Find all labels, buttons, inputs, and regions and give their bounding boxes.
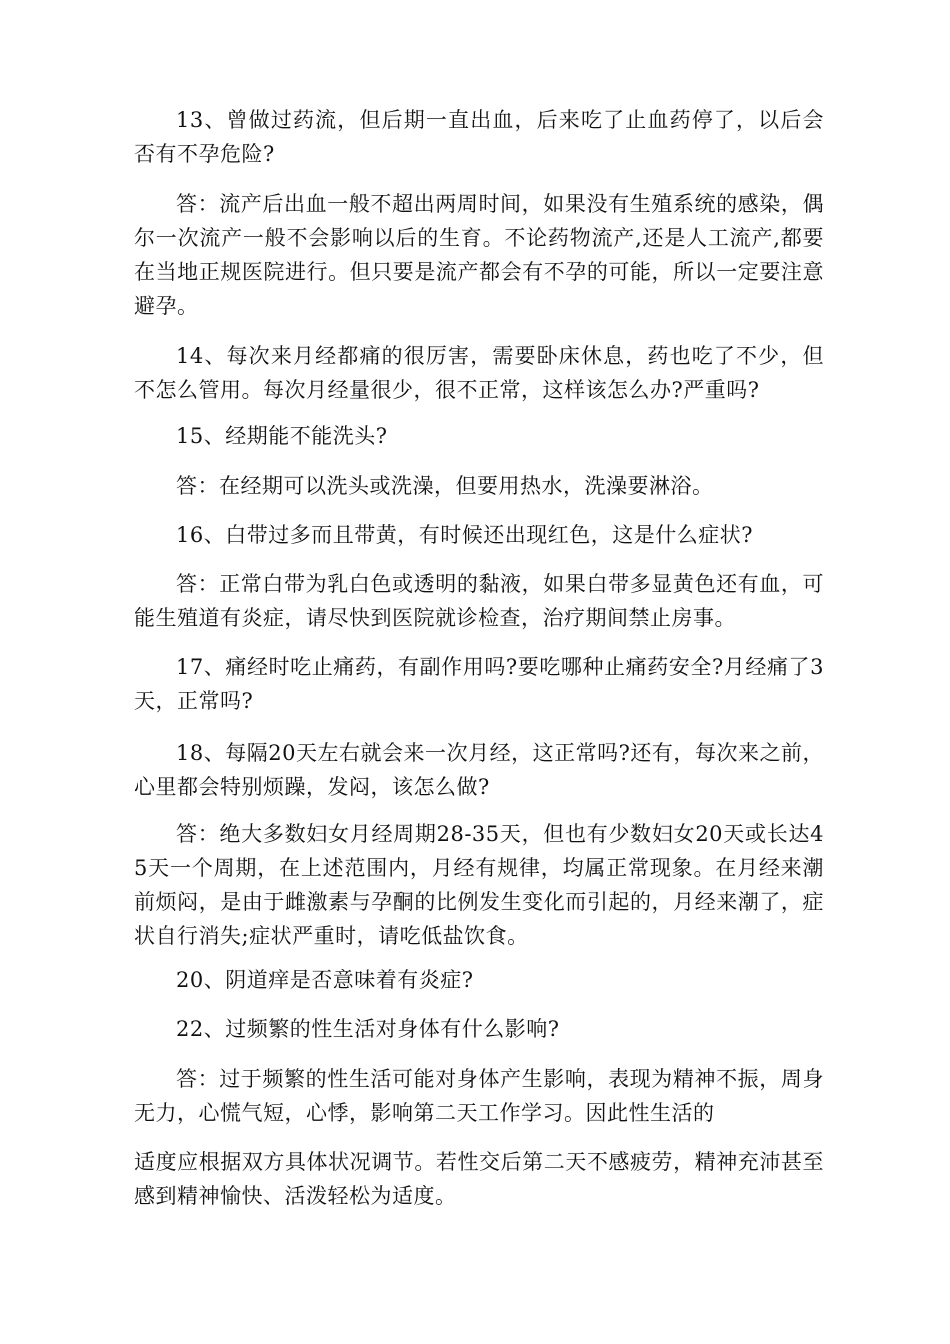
answer-22-part-1: 答：过于频繁的性生活可能对身体产生影响，表现为精神不振，周身无力，心慌气短，心悸，影响第二天工作学习。因此性生活的 bbox=[134, 1067, 824, 1125]
question-18: 18、每隔20天左右就会来一次月经，这正常吗?还有，每次来之前，心里都会特别烦躁，发闷，该怎么做? bbox=[134, 741, 824, 799]
answer-13: 答：流产后出血一般不超出两周时间，如果没有生殖系统的感染，偶尔一次流产一般不会影响以后的生育。不论药物流产,还是人工流产,都要在当地正规医院进行。但只要是流产都会有不孕的可能，所以一定要注意避孕。 bbox=[134, 192, 824, 318]
answer-16: 答：正常白带为乳白色或透明的黏液，如果白带多显黄色还有血，可能生殖道有炎症，请尽快到医院就诊检查，治疗期间禁止房事。 bbox=[134, 572, 824, 630]
question-20: 20、阴道痒是否意味着有炎症? bbox=[176, 968, 474, 992]
answer-18: 答：绝大多数妇女月经周期28-35天，但也有少数妇女20天或长达45天一个周期，在上述范围内，月经有规律，均属正常现象。在月经来潮前烦闷，是由于雌激素与孕酮的比例发生变化而引起的，月经来潮了，症状自行消失;症状严重时，请吃低盐饮食。 bbox=[134, 822, 824, 948]
question-15: 15、经期能不能洗头? bbox=[176, 424, 388, 448]
question-16: 16、白带过多而且带黄，有时候还出现红色，这是什么症状? bbox=[176, 523, 753, 547]
question-13: 13、曾做过药流，但后期一直出血，后来吃了止血药停了，以后会否有不孕危险? bbox=[134, 108, 824, 166]
question-14: 14、每次来月经都痛的很厉害，需要卧床休息，药也吃了不少，但不怎么管用。每次月经量很少，很不正常，这样该怎么办?严重吗? bbox=[134, 344, 824, 402]
question-17: 17、痛经时吃止痛药，有副作用吗?要吃哪种止痛药安全?月经痛了3天，正常吗? bbox=[134, 655, 824, 713]
question-22: 22、过频繁的性生活对身体有什么影响? bbox=[176, 1017, 560, 1041]
answer-15: 答：在经期可以洗头或洗澡，但要用热水，洗澡要淋浴。 bbox=[176, 474, 714, 498]
answer-22-part-2: 适度应根据双方具体状况调节。若性交后第二天不感疲劳，精神充沛甚至感到精神愉快、活泼轻松为适度。 bbox=[134, 1150, 824, 1208]
